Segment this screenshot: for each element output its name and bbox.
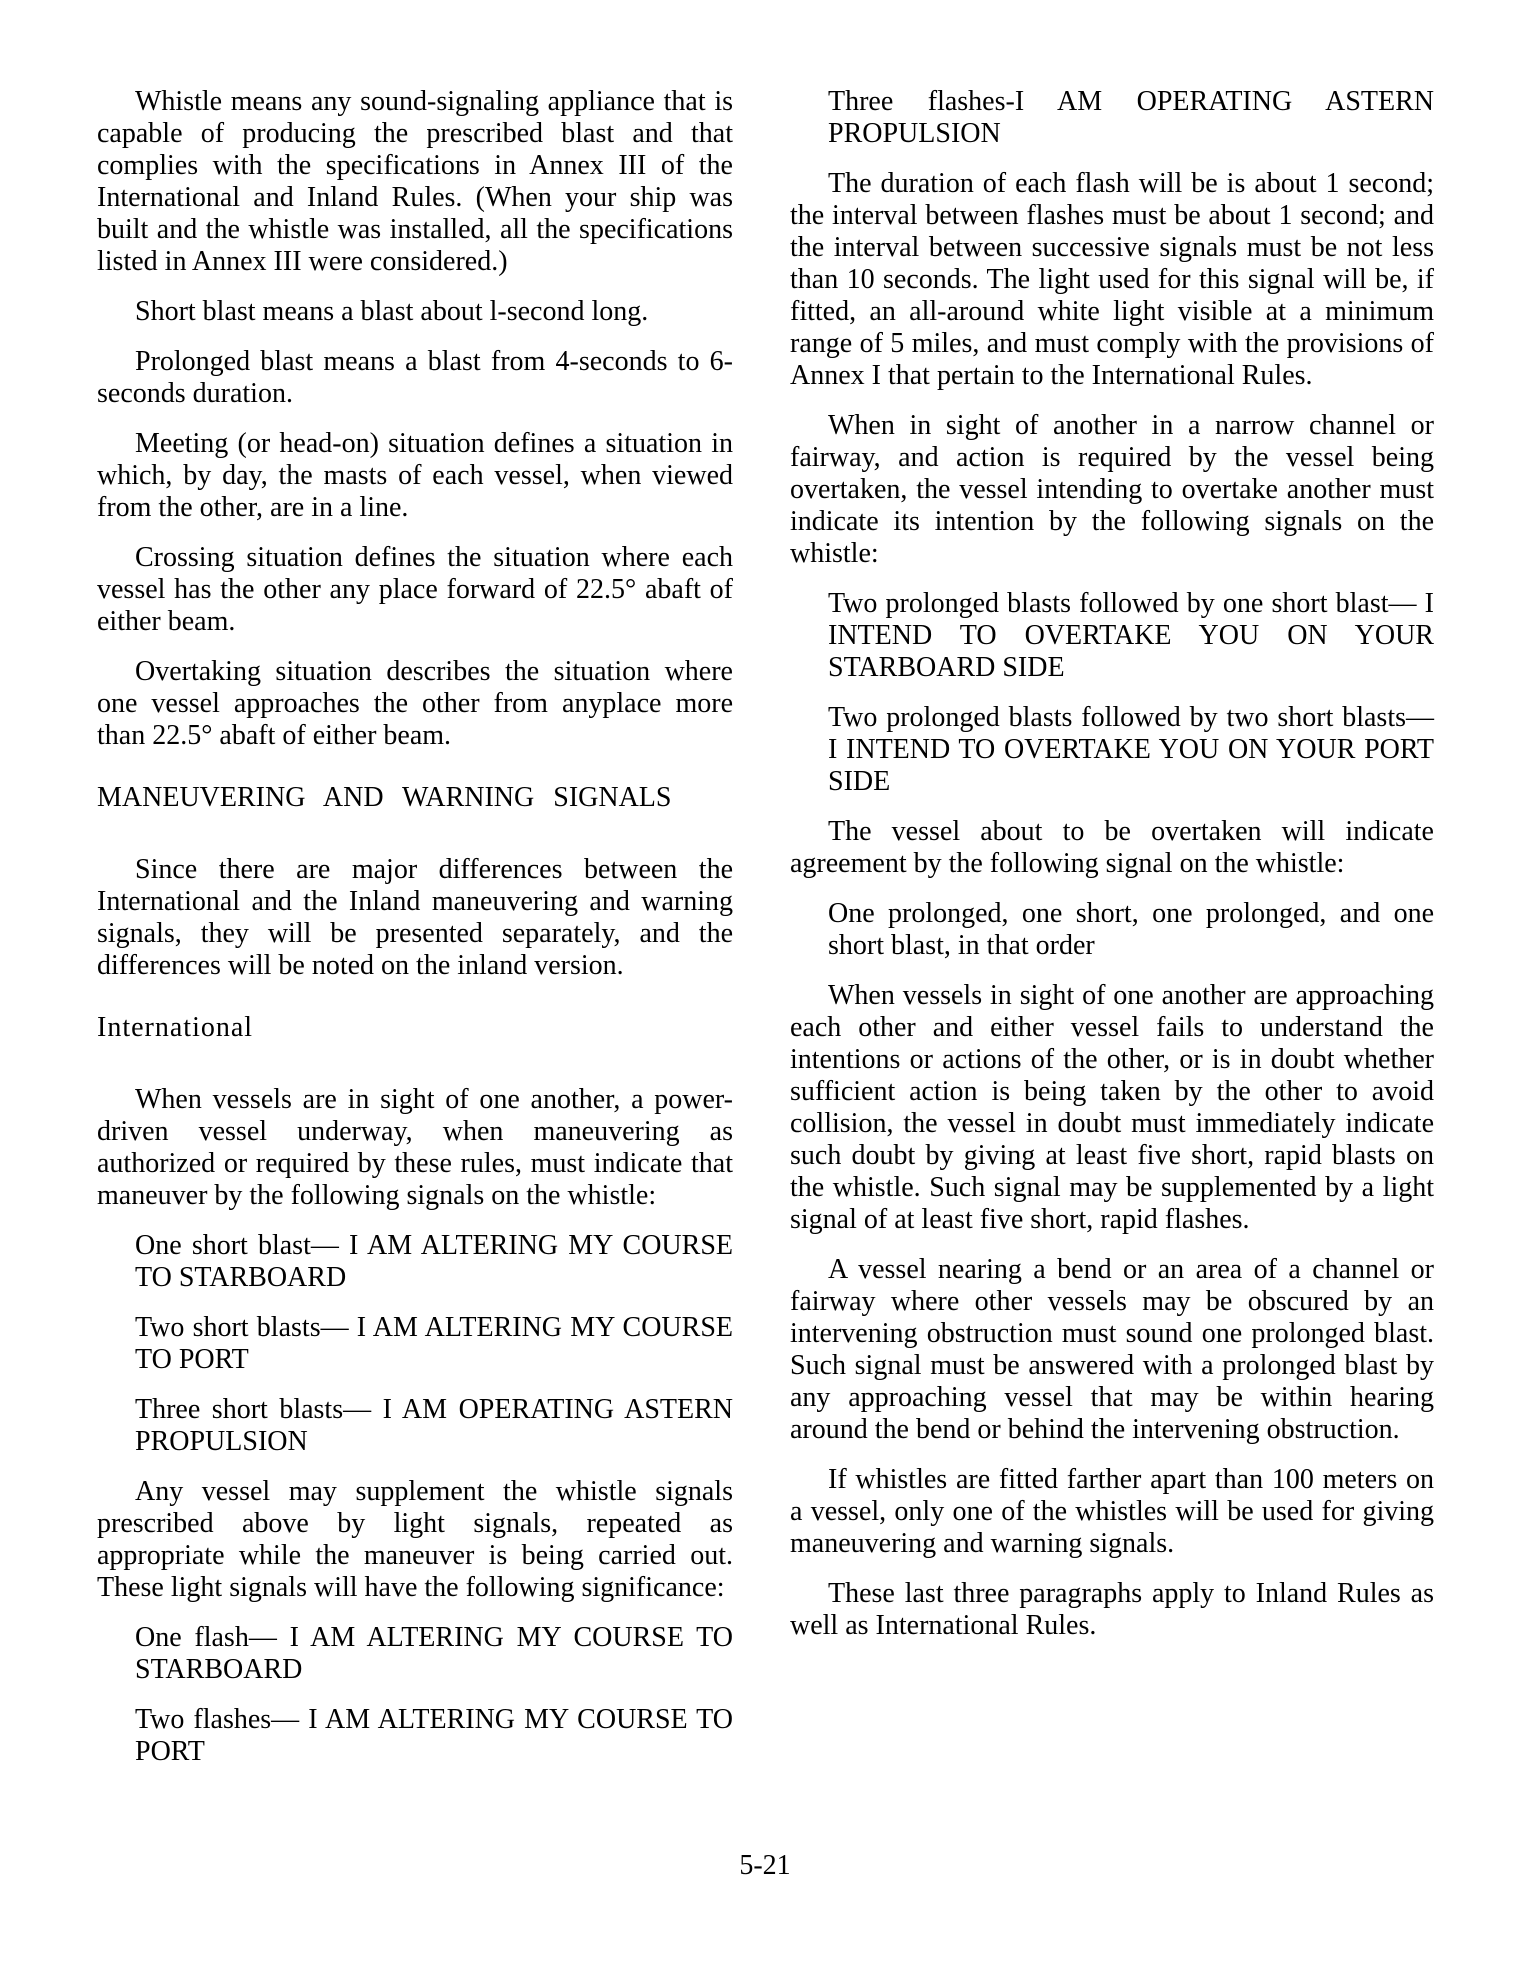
signal-item-overtake-starboard: Two prolonged blasts followed by one short blast— I INTEND TO OVERTAKE YOU ON YOUR STARBOARD SIDE: [828, 588, 1434, 683]
paragraph-whistle-signals-intro: When vessels are in sight of one another, a power-driven vessel underway, when maneuvering as authorized or required by these rules, must indicate that maneuver by the following signals on the whistle:: [97, 1084, 733, 1211]
paragraph-overtaking-situation: Overtaking situation describes the situation where one vessel approaches the other from anyplace more than 22.5° abaft of either beam.: [97, 656, 733, 751]
signal-item-one-flash: One flash— I AM ALTERING MY COURSE TO STARBOARD: [135, 1622, 733, 1685]
signal-item-overtake-port: Two prolonged blasts followed by two short blasts— I INTEND TO OVERTAKE YOU ON YOUR PORT SIDE: [828, 702, 1434, 797]
paragraph-overtaken-agreement: The vessel about to be overtaken will indicate agreement by the following signal on the whistle:: [790, 816, 1434, 879]
signal-item-two-flashes: Two flashes— I AM ALTERING MY COURSE TO PORT: [135, 1704, 733, 1767]
signal-item-three-flashes: Three flashes-I AM OPERATING ASTERN PROPULSION: [828, 86, 1434, 149]
signal-item-one-short-blast: One short blast— I AM ALTERING MY COURSE TO STARBOARD: [135, 1230, 733, 1293]
paragraph-whistles-100-meters: If whistles are fitted farther apart than 100 meters on a vessel, only one of the whistles will be used for giving maneuvering and warning signals.: [790, 1464, 1434, 1559]
signal-item-agreement-blasts: One prolonged, one short, one prolonged, and one short blast, in that order: [828, 898, 1434, 961]
right-column: [790, 86, 1434, 1660]
paragraph-crossing-situation: Crossing situation defines the situation where each vessel has the other any place forward of 22.5° abaft of either beam.: [97, 542, 733, 637]
paragraph-bend-obstruction: A vessel nearing a bend or an area of a channel or fairway where other vessels may be obscured by an intervening obstruction must sound one prolonged blast. Such signal must be answered with a prolonged blast by any approaching vessel that may be within hearing around the bend or behind the intervening obstruction.: [790, 1254, 1434, 1445]
paragraph-meeting-situation: Meeting (or head-on) situation defines a situation in which, by day, the masts of each vessel, when viewed from the other, are in a line.: [97, 428, 733, 523]
paragraph-short-blast-definition: Short blast means a blast about l-second long.: [135, 296, 649, 327]
subsection-heading-international: International: [97, 1012, 254, 1043]
paragraph-inland-applicability: These last three paragraphs apply to Inland Rules as well as International Rules.: [790, 1578, 1434, 1641]
paragraph-prolonged-blast-definition: Prolonged blast means a blast from 4-seconds to 6-seconds duration.: [97, 346, 733, 409]
paragraph-doubt-signal: When vessels in sight of one another are approaching each other and either vessel fails to understand the intentions or actions of the other, or is in doubt whether sufficient action is being taken by the other to avoid collision, the vessel in doubt must immediately indicate such doubt by giving at least five short, rapid blasts on the whistle. Such signal may be supplemented by a light signal of at least five short, rapid flashes.: [790, 980, 1434, 1235]
signal-item-two-short-blasts: Two short blasts— I AM ALTERING MY COURSE TO PORT: [135, 1312, 733, 1375]
signal-item-three-short-blasts: Three short blasts— I AM OPERATING ASTERN PROPULSION: [135, 1394, 733, 1457]
paragraph-narrow-channel-overtaking: When in sight of another in a narrow channel or fairway, and action is required by the vessel being overtaken, the vessel intending to overtake another must indicate its intention by the following signals on the whistle:: [790, 410, 1434, 569]
left-column: [97, 86, 733, 1786]
paragraph-differences-note: Since there are major differences between the International and the Inland maneuvering and warning signals, they will be presented separately, and the differences will be noted on the inland version.: [97, 854, 733, 981]
paragraph-light-signals-intro: Any vessel may supplement the whistle signals prescribed above by light signals, repeated as appropriate while the maneuver is being carried out. These light signals will have the following significance:: [97, 1476, 733, 1603]
paragraph-flash-duration: The duration of each flash will be is about 1 second; the interval between flashes must be about 1 second; and the interval between successive signals must be not less than 10 seconds. The light used for this signal will be, if fitted, an all-around white light visible at a minimum range of 5 miles, and must comply with the provisions of Annex I that pertain to the International Rules.: [790, 168, 1434, 391]
paragraph-whistle-definition: Whistle means any sound-signaling appliance that is capable of producing the prescribed blast and that complies with the specifications in Annex III of the International and Inland Rules. (When your ship was built and the whistle was installed, all the specifications listed in Annex III were considered.): [97, 86, 733, 277]
page-number: 5-21: [739, 1850, 791, 1881]
section-heading-maneuvering-warning-signals: MANEUVERING AND WARNING SIGNALS: [97, 782, 672, 813]
